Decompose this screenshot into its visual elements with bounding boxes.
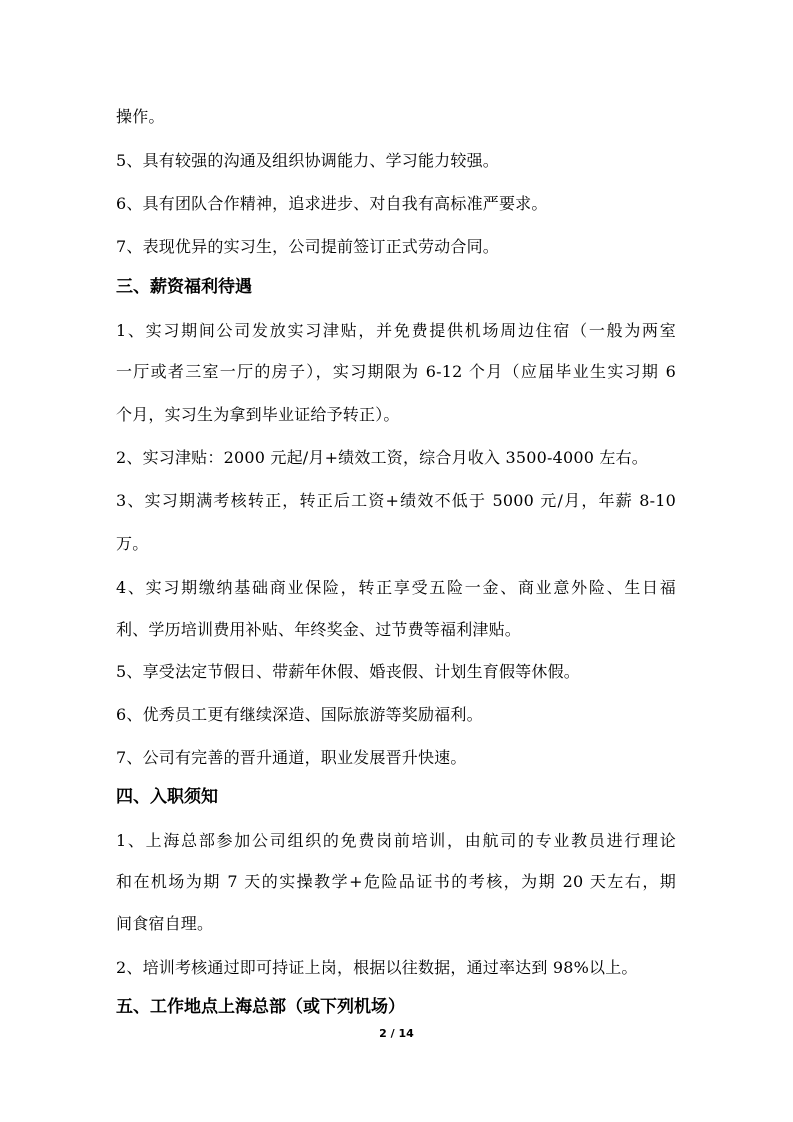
onboarding-item-2: 2、培训考核通过即可持证上岗，根据以往数据，通过率达到 98%以上。 (116, 958, 638, 977)
benefit-item-6: 6、优秀员工更有继续深造、国际旅游等奖励福利。 (116, 705, 483, 724)
benefit-item-4-line-1: 4、实习期缴纳基础商业保险，转正享受五险一金、商业意外险、生日福 (116, 578, 676, 597)
requirement-item-6: 6、具有团队合作精神，追求进步、对自我有高标准严要求。 (116, 194, 548, 213)
page-number: 2 / 14 (379, 1027, 414, 1040)
benefit-item-4-line-2: 利、学历培训费用补贴、年终奖金、过节费等福利津贴。 (116, 620, 522, 639)
section-heading-onboarding: 四、入职须知 (116, 787, 218, 807)
section-heading-work-location: 五、工作地点上海总部（或下列机场） (116, 997, 405, 1017)
onboarding-item-1-line-3: 间食宿自理。 (116, 914, 214, 933)
onboarding-item-1-line-1: 1、上海总部参加公司组织的免费岗前培训，由航司的专业教员进行理论 (116, 831, 676, 850)
benefit-item-3-line-1: 3、实习期满考核转正，转正后工资+绩效不低于 5000 元/月，年薪 8-10 (116, 491, 676, 510)
benefit-item-1-line-3: 个月，实习生为拿到毕业证给予转正）。 (116, 405, 400, 424)
requirement-item-7: 7、表现优异的实习生，公司提前签订正式劳动合同。 (116, 237, 499, 256)
onboarding-item-1-line-2: 和在机场为期 7 天的实操教学+危险品证书的考核，为期 20 天左右，期 (116, 872, 676, 891)
benefit-item-5: 5、享受法定节假日、带薪年休假、婚丧假、计划生育假等休假。 (116, 662, 580, 681)
benefit-item-3-line-2: 万。 (116, 534, 149, 553)
benefit-item-7: 7、公司有完善的晋升通道，职业发展晋升快速。 (116, 748, 467, 767)
paragraph-line: 操作。 (116, 107, 165, 126)
requirement-item-5: 5、具有较强的沟通及组织协调能力、学习能力较强。 (116, 151, 499, 170)
benefit-item-1-line-1: 1、实习期间公司发放实习津贴，并免费提供机场周边住宿（一般为两室 (116, 321, 676, 340)
section-heading-salary-benefits: 三、薪资福利待遇 (116, 277, 252, 297)
benefit-item-2: 2、实习津贴：2000 元起/月+绩效工资，综合月收入 3500-4000 左右。 (116, 448, 648, 467)
benefit-item-1-line-2: 一厅或者三室一厅的房子），实习期限为 6-12 个月（应届毕业生实习期 6 (116, 362, 676, 381)
